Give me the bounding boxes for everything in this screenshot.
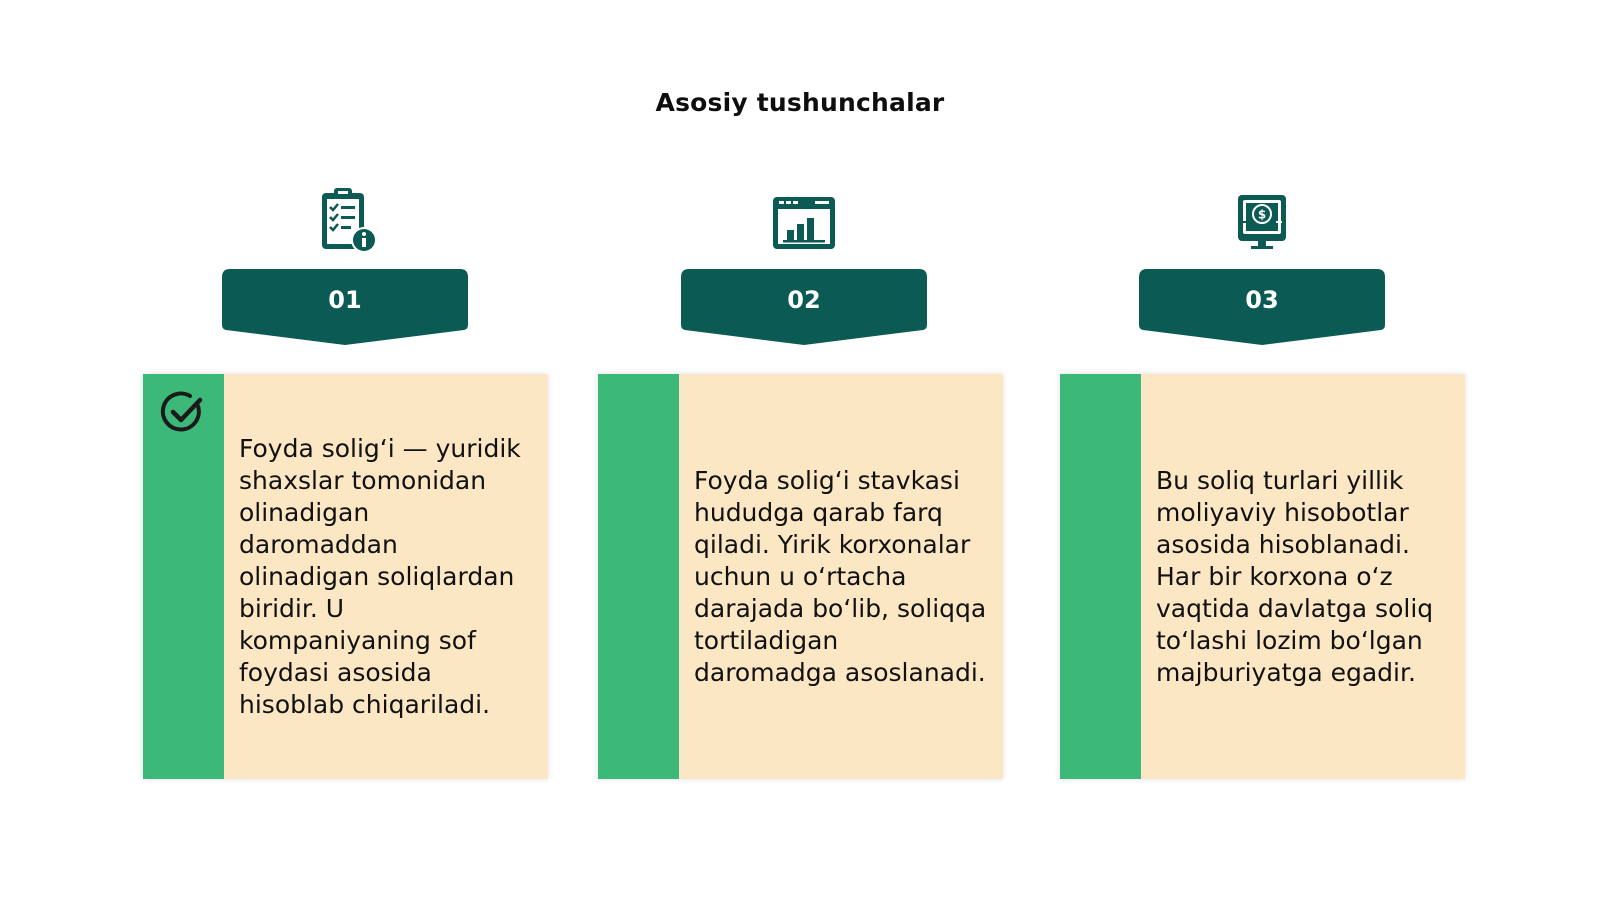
column-header-3 (1139, 185, 1385, 365)
page-title: Asosiy tushunchalar (655, 88, 945, 117)
check-circle-icon (160, 390, 206, 436)
card-accent-bar (1060, 374, 1141, 779)
bar-chart-window-icon (769, 185, 839, 255)
info-card-2 (598, 374, 1003, 779)
info-card-1 (143, 374, 548, 779)
badge-number: 01 (328, 286, 362, 314)
card-text: Foyda solig‘i — yuridik shaxslar tomonidan olinadigan daromaddan olinadigan soliqlardan biridir. U kompaniyaning sof foydasi asosida hisoblab chiqariladi. (239, 433, 521, 719)
column-header-2 (681, 185, 927, 365)
clipboard-checklist-info-icon (310, 185, 380, 255)
badge-number: 03 (1245, 286, 1279, 314)
column-header-1 (222, 185, 468, 365)
card-accent-bar (598, 374, 679, 779)
info-card-3 (1060, 374, 1465, 779)
dollar-tablet-icon (1227, 185, 1297, 255)
number-badge-1 (222, 269, 468, 345)
badge-number: 02 (787, 286, 821, 314)
number-badge-3 (1139, 269, 1385, 345)
number-badge-2 (681, 269, 927, 345)
card-text: Bu soliq turlari yillik moliyaviy hisobotlar asosida hisoblanadi. Har bir korxona o‘z vaqtida davlatga soliq to‘lashi lozim bo‘lgan majburiyatga egadir. (1156, 465, 1434, 687)
svg-text:$: $ (1257, 207, 1267, 222)
card-text: Foyda solig‘i stavkasi hududga qarab farq qiladi. Yirik korxonalar uchun u o‘rtacha darajada bo‘lib, soliqqa tortiladigan daromadga asoslanadi. (694, 465, 987, 687)
